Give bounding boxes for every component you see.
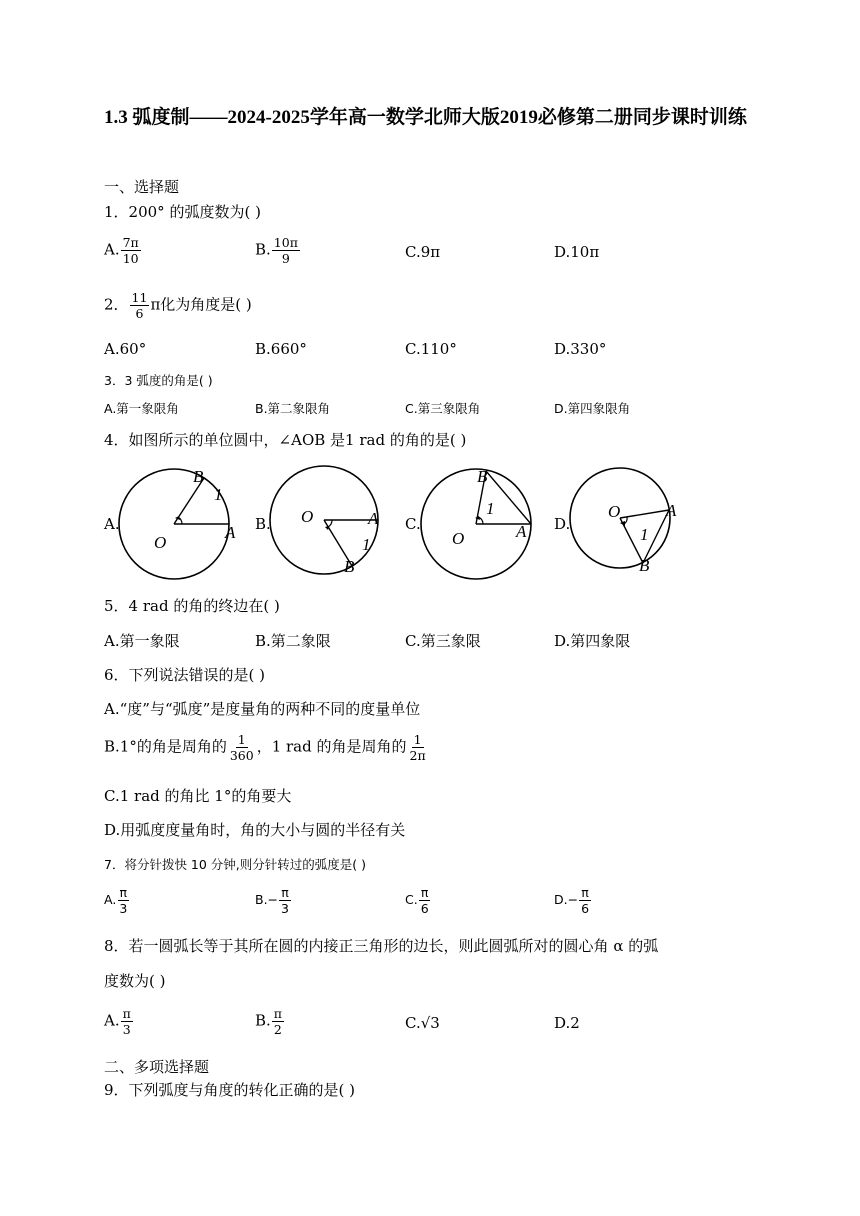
question-2-option-a[interactable]: A.60° xyxy=(104,340,147,358)
svg-text:O: O xyxy=(608,502,621,521)
question-5-option-c[interactable]: C.第三象限 xyxy=(405,632,481,650)
question-4-option-d-label[interactable]: D. xyxy=(554,515,571,533)
svg-text:A: A xyxy=(516,522,527,541)
fraction: $\frac{7\pi}{10}$ xyxy=(122,235,139,266)
svg-text:O: O xyxy=(301,507,314,526)
svg-text:A: A xyxy=(225,523,236,542)
question-1-option-c[interactable]: C.9π xyxy=(405,243,441,261)
fraction: $\frac{10\pi}{9}$ xyxy=(273,235,298,266)
question-8-option-c[interactable]: C.√3 xyxy=(405,1014,440,1032)
question-4-stem: 4．如图所示的单位圆中，∠AOB 是1 rad 的角的是( ) xyxy=(104,431,467,449)
question-1-stem: 1．200° 的弧度数为( ) xyxy=(104,203,261,221)
question-3-option-a[interactable]: A.第一象限角 xyxy=(104,401,179,416)
fraction: $\frac{\pi}{3}$ xyxy=(119,885,128,916)
question-8-option-d[interactable]: D.2 xyxy=(554,1014,580,1032)
fraction: $\frac{\pi}{6}$ xyxy=(420,885,429,916)
question-2-option-b[interactable]: B.660° xyxy=(255,340,307,358)
question-6-option-d[interactable]: D.用弧度度量角时，角的大小与圆的半径有关 xyxy=(104,821,406,839)
svg-text:B: B xyxy=(477,467,488,486)
svg-text:O: O xyxy=(452,529,465,548)
svg-text:1: 1 xyxy=(214,485,223,504)
svg-text:O: O xyxy=(154,533,167,552)
question-3-option-c[interactable]: C.第三象限角 xyxy=(405,401,481,416)
svg-text:B: B xyxy=(193,467,204,486)
fraction: $\frac{\pi}{6}$ xyxy=(581,885,590,916)
svg-text:A: A xyxy=(666,501,677,520)
question-1-option-a[interactable]: A. $\frac{7\pi}{10}$ xyxy=(104,235,139,266)
fraction: $\frac{\pi}{3}$ xyxy=(281,885,289,916)
question-7-option-d[interactable]: D.− $\frac{\pi}{6}$ xyxy=(554,885,590,916)
svg-text:B: B xyxy=(639,556,650,575)
question-5-option-a[interactable]: A.第一象限 xyxy=(104,632,180,650)
fraction: $\frac{\pi}{2}$ xyxy=(273,1006,283,1037)
question-8-stem-line2: 度数为( ) xyxy=(104,972,166,990)
page-title: 1.3 弧度制——2024-2025学年高一数学北师大版2019必修第二册同步课时训练 xyxy=(104,107,747,128)
question-7-option-c[interactable]: C. $\frac{\pi}{6}$ xyxy=(405,885,429,916)
question-4-option-c-label[interactable]: C. xyxy=(405,515,421,533)
section-heading-choice: 一、选择题 xyxy=(104,178,180,196)
question-6-option-a[interactable]: A.“度”与“弧度”是度量角的两种不同的度量单位 xyxy=(104,700,421,718)
question-1-option-d[interactable]: D.10π xyxy=(554,243,600,261)
fraction: $\frac{\pi}{3}$ xyxy=(122,1006,131,1037)
unit-circle-diagram-d xyxy=(568,466,698,581)
unit-circle-diagram-b xyxy=(266,464,396,584)
question-2-stem: 2． $\frac{11}{6}$ π化为角度是( ) xyxy=(104,290,252,321)
question-3-option-b[interactable]: B.第二象限角 xyxy=(255,401,331,416)
question-3-option-d[interactable]: D.第四象限角 xyxy=(554,401,631,416)
svg-text:1: 1 xyxy=(640,525,649,544)
unit-circle-diagram-a xyxy=(118,462,248,582)
section-heading-multiple: 二、多项选择题 xyxy=(104,1058,210,1076)
question-1-option-b[interactable]: B. $\frac{10\pi}{9}$ xyxy=(255,235,298,266)
question-6-stem: 6．下列说法错误的是( ) xyxy=(104,666,266,684)
question-8-option-a[interactable]: A. $\frac{\pi}{3}$ xyxy=(104,1006,131,1037)
fraction: $\frac{1}{360}$ xyxy=(229,732,254,763)
question-5-stem: 5．4 rad 的角的终边在( ) xyxy=(104,597,280,615)
svg-text:B: B xyxy=(344,557,355,576)
question-8-option-b[interactable]: B. $\frac{\pi}{2}$ xyxy=(255,1006,283,1037)
fraction: $\frac{1}{2\pi}$ xyxy=(409,732,426,763)
svg-text:1: 1 xyxy=(486,499,495,518)
question-7-option-a[interactable]: A. $\frac{\pi}{3}$ xyxy=(104,885,128,916)
question-6-option-b[interactable]: B.1°的角是周角的 $\frac{1}{360}$ ，1 rad 的角是周角的 $\frac{1}{2\pi}$ xyxy=(104,732,426,763)
question-7-option-b[interactable]: B.− $\frac{\pi}{3}$ xyxy=(255,885,289,916)
svg-text:A: A xyxy=(368,509,379,528)
question-3-stem: 3．3 弧度的角是( ) xyxy=(104,373,213,388)
question-6-option-c[interactable]: C.1 rad 的角比 1°的角要大 xyxy=(104,787,292,805)
question-5-option-d[interactable]: D.第四象限 xyxy=(554,632,631,650)
question-9-stem: 9．下列弧度与角度的转化正确的是( ) xyxy=(104,1081,356,1099)
unit-circle-diagram-c xyxy=(418,462,548,582)
question-2-option-d[interactable]: D.330° xyxy=(554,340,607,358)
fraction: $\frac{11}{6}$ xyxy=(131,290,148,321)
svg-text:1: 1 xyxy=(362,535,371,554)
question-5-option-b[interactable]: B.第二象限 xyxy=(255,632,331,650)
question-4-option-b-label[interactable]: B. xyxy=(255,515,271,533)
question-7-stem: 7．将分针拨快 10 分钟,则分针转过的弧度是( ) xyxy=(104,857,367,872)
question-4-option-a-label[interactable]: A. xyxy=(104,515,120,533)
question-2-option-c[interactable]: C.110° xyxy=(405,340,457,358)
question-8-stem-line1: 8．若一圆弧长等于其所在圆的内接正三角形的边长，则此圆弧所对的圆心角 α 的弧 xyxy=(104,937,659,955)
